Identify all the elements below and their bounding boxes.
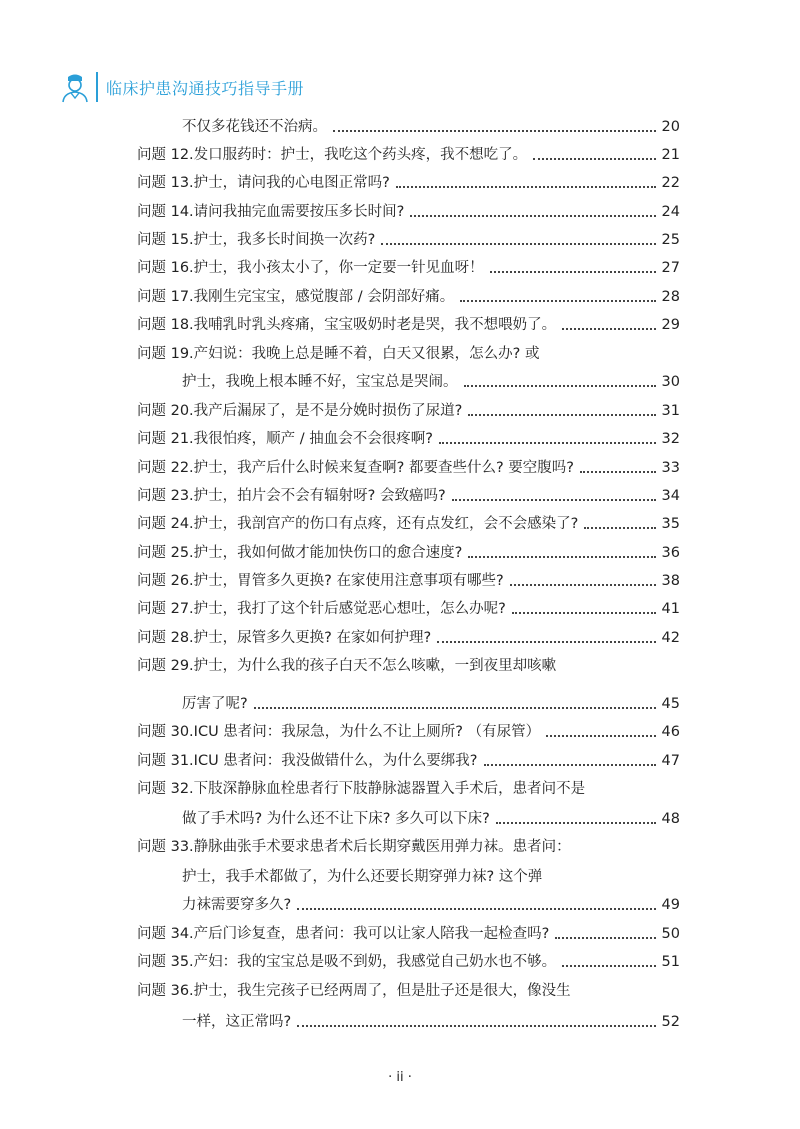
toc-entry-title: 产后门诊复查，患者问：我可以让家人陪我一起检查吗? (193, 926, 550, 942)
toc-entry-page: 52 (661, 1014, 680, 1030)
toc-entry-title: 我哺乳时乳头疼痛，宝宝吸奶时老是哭，我不想喂奶了。 (193, 317, 557, 333)
toc-entry-page: 22 (661, 175, 680, 191)
toc-entry-page: 33 (661, 460, 680, 476)
toc-entry-number: 问题 17. (137, 289, 194, 305)
dot-leader (464, 385, 656, 387)
toc-entry-number: 问题 14. (137, 204, 194, 220)
toc-entry[interactable] (137, 510, 680, 534)
toc-entry-page: 27 (661, 260, 680, 276)
dot-leader (381, 243, 655, 245)
toc-entry[interactable] (137, 454, 680, 478)
toc-entry-number: 问题 16. (137, 260, 194, 276)
toc-entry[interactable] (137, 718, 680, 742)
toc-entry-title: 护士，请问我的心电图正常吗? (193, 175, 390, 191)
toc-entry[interactable] (182, 690, 680, 714)
toc-entry[interactable] (182, 113, 680, 137)
toc-entry[interactable] (182, 368, 680, 392)
toc-entry[interactable] (137, 539, 680, 563)
dot-leader (396, 186, 656, 188)
nurse-icon (60, 71, 90, 103)
toc-entry-page: 46 (661, 724, 680, 740)
toc-entry-number: 问题 22. (137, 460, 194, 476)
toc-entry-page: 31 (661, 403, 680, 419)
toc-entry-page: 47 (661, 753, 680, 769)
dot-leader (297, 908, 655, 910)
toc-entry-page: 41 (661, 601, 680, 617)
toc-entry-number: 问题 33. (137, 839, 194, 855)
toc-entry-title: 护士，为什么我的孩子白天不怎么咳嗽，一到夜里却咳嗽 (193, 658, 557, 674)
toc-entry-number: 问题 27. (137, 601, 194, 617)
toc-entry-page: 48 (661, 811, 680, 827)
toc-entry-title: 静脉曲张手术要求患者术后长期穿戴医用弹力袜。患者问： (193, 839, 571, 855)
toc-entry-number: 问题 29. (137, 658, 194, 674)
toc-entry-page: 34 (661, 488, 680, 504)
toc-entry-page: 21 (661, 147, 680, 163)
toc-entry-page: 49 (661, 897, 680, 913)
toc-entry[interactable] (137, 833, 680, 857)
toc-entry[interactable] (182, 891, 680, 915)
toc-entry-title: 我刚生完宝宝，感觉腹部 / 会阴部好痛。 (193, 289, 455, 305)
toc-entry-number: 问题 24. (137, 516, 194, 532)
toc-entry-title: 护士，我手术都做了，为什么还要长期穿弹力袜? 这个弹 (182, 869, 543, 885)
toc-entry-title: 护士，尿管多久更换? 在家如何护理? (193, 630, 432, 646)
toc-entry[interactable] (137, 283, 680, 307)
toc-entry[interactable] (182, 863, 680, 887)
toc-entry-number: 问题 30. (137, 724, 194, 740)
dot-leader (510, 584, 656, 586)
toc-entry-title: 发口服药时：护士，我吃这个药头疼，我不想吃了。 (193, 147, 528, 163)
toc-entry-page: 32 (661, 431, 680, 447)
toc-entry-number: 问题 19. (137, 346, 194, 362)
dot-leader (490, 271, 656, 273)
toc-entry-title: 护士，胃管多久更换? 在家使用注意事项有哪些? (193, 573, 504, 589)
dot-leader (546, 735, 655, 737)
toc-entry[interactable] (137, 624, 680, 648)
toc-entry-number: 问题 28. (137, 630, 194, 646)
toc-entry[interactable] (137, 652, 680, 676)
toc-entry-title: 一样，这正常吗? (182, 1014, 292, 1030)
toc-entry-page: 29 (661, 317, 680, 333)
dot-leader (484, 764, 656, 766)
toc-entry-page: 38 (661, 573, 680, 589)
toc-entry-title: 下肢深静脉血栓患者行下肢静脉滤器置入手术后，患者问不是 (193, 781, 586, 797)
toc-entry[interactable] (137, 977, 680, 1001)
toc-entry[interactable] (137, 340, 680, 364)
toc-entry-number: 问题 34. (137, 926, 194, 942)
dot-leader (512, 612, 656, 614)
toc-entry-title: 护士，我生完孩子已经两周了，但是肚子还是很大，像没生 (193, 983, 571, 999)
toc-entry-page: 25 (661, 232, 680, 248)
dot-leader (468, 414, 655, 416)
toc-entry[interactable] (182, 1008, 680, 1032)
toc-entry-title: 护士，我如何做才能加快伤口的愈合速度? (193, 545, 463, 561)
toc-entry-title: ICU 患者问：我没做错什么，为什么要绑我? (193, 753, 478, 769)
dot-leader (562, 965, 655, 967)
toc-entry-number: 问题 23. (137, 488, 194, 504)
toc-entry-title: 护士，我晚上根本睡不好，宝宝总是哭闹。 (182, 374, 458, 390)
toc-entry-title: 护士，拍片会不会有辐射呀? 会致癌吗? (193, 488, 446, 504)
toc-entry[interactable] (137, 254, 680, 278)
toc-entry-page: 35 (661, 516, 680, 532)
toc-entry[interactable] (137, 311, 680, 335)
toc-entry-title: 我产后漏尿了，是不是分娩时损伤了尿道? (193, 403, 463, 419)
dot-leader (254, 707, 656, 709)
toc-entry-title: 力袜需要穿多久? (182, 897, 292, 913)
toc-entry[interactable] (137, 775, 680, 799)
toc-entry-page: 28 (661, 289, 680, 305)
dot-leader (333, 130, 656, 132)
dot-leader (562, 328, 655, 330)
dot-leader (496, 822, 656, 824)
page-number: · ii · (388, 1070, 412, 1085)
toc-entry[interactable] (137, 226, 680, 250)
dot-leader (533, 158, 655, 160)
toc-entry-number: 问题 32. (137, 781, 194, 797)
toc-entry[interactable] (182, 805, 680, 829)
toc-entry-title: 请问我抽完血需要按压多长时间? (193, 204, 405, 220)
book-title: 临床护患沟通技巧指导手册 (106, 78, 305, 98)
toc-entry[interactable] (137, 948, 680, 972)
toc-entry-title: ICU 患者问：我尿急，为什么不让上厕所? （有尿管） (193, 724, 541, 740)
dot-leader (439, 442, 656, 444)
toc-entry[interactable] (137, 920, 680, 944)
toc-entry-number: 问题 21. (137, 431, 194, 447)
toc-entry-page: 42 (661, 630, 680, 646)
dot-leader (584, 527, 655, 529)
toc-entry-number: 问题 13. (137, 175, 194, 191)
toc-entry-number: 问题 36. (137, 983, 194, 999)
toc-entry[interactable] (137, 482, 680, 506)
toc-entry[interactable] (137, 397, 680, 421)
toc-entry-page: 30 (661, 374, 680, 390)
toc-entry-title: 产妇：我的宝宝总是吸不到奶，我感觉自己奶水也不够。 (193, 954, 557, 970)
toc-entry-page: 51 (661, 954, 680, 970)
toc-entry-title: 我很怕疼，顺产 / 抽血会不会很疼啊? (193, 431, 433, 447)
toc-entry[interactable] (137, 198, 680, 222)
toc-entry-page: 45 (661, 696, 680, 712)
toc-entry-number: 问题 18. (137, 317, 194, 333)
toc-entry-number: 问题 12. (137, 147, 194, 163)
toc-entry-title: 厉害了呢? (182, 696, 248, 712)
toc-entry-title: 做了手术吗? 为什么还不让下床? 多久可以下床? (182, 811, 490, 827)
toc-entry-number: 问题 25. (137, 545, 194, 561)
toc-entry-page: 20 (661, 119, 680, 135)
toc-entry[interactable] (137, 169, 680, 193)
dot-leader (452, 499, 656, 501)
toc-entry-title: 护士，我多长时间换一次药? (193, 232, 376, 248)
toc-entry-title: 不仅多花钱还不治病。 (182, 119, 327, 135)
toc-entry[interactable] (137, 567, 680, 591)
toc-entry[interactable] (137, 747, 680, 771)
toc-entry-title: 护士，我剖宫产的伤口有点疼，还有点发红，会不会感染了? (193, 516, 579, 532)
dot-leader (410, 215, 655, 217)
toc-entry[interactable] (137, 141, 680, 165)
toc-entry-number: 问题 35. (137, 954, 194, 970)
dot-leader (555, 937, 655, 939)
toc-entry-title: 产妇说：我晚上总是睡不着，白天又很累，怎么办? 或 (193, 346, 540, 362)
running-header (60, 70, 304, 104)
toc-entry-number: 问题 15. (137, 232, 194, 248)
dot-leader (297, 1025, 655, 1027)
toc-entry-title: 护士，我产后什么时候来复查啊? 都要查些什么? 要空腹吗? (193, 460, 574, 476)
toc-entry-title: 护士，我打了这个针后感觉恶心想吐，怎么办呢? (193, 601, 506, 617)
dot-leader (468, 556, 655, 558)
dot-leader (460, 300, 655, 302)
toc-entry[interactable] (137, 425, 680, 449)
toc-entry[interactable] (137, 595, 680, 619)
toc-entry-page: 50 (661, 926, 680, 942)
toc-entry-page: 36 (661, 545, 680, 561)
toc-entry-number: 问题 26. (137, 573, 194, 589)
toc-entry-number: 问题 20. (137, 403, 194, 419)
dot-leader (580, 471, 656, 473)
header-divider (96, 72, 98, 102)
toc-entry-page: 24 (661, 204, 680, 220)
dot-leader (437, 641, 655, 643)
toc-entry-title: 护士，我小孩太小了，你一定要一针见血呀！ (193, 260, 484, 276)
toc-entry-number: 问题 31. (137, 753, 194, 769)
